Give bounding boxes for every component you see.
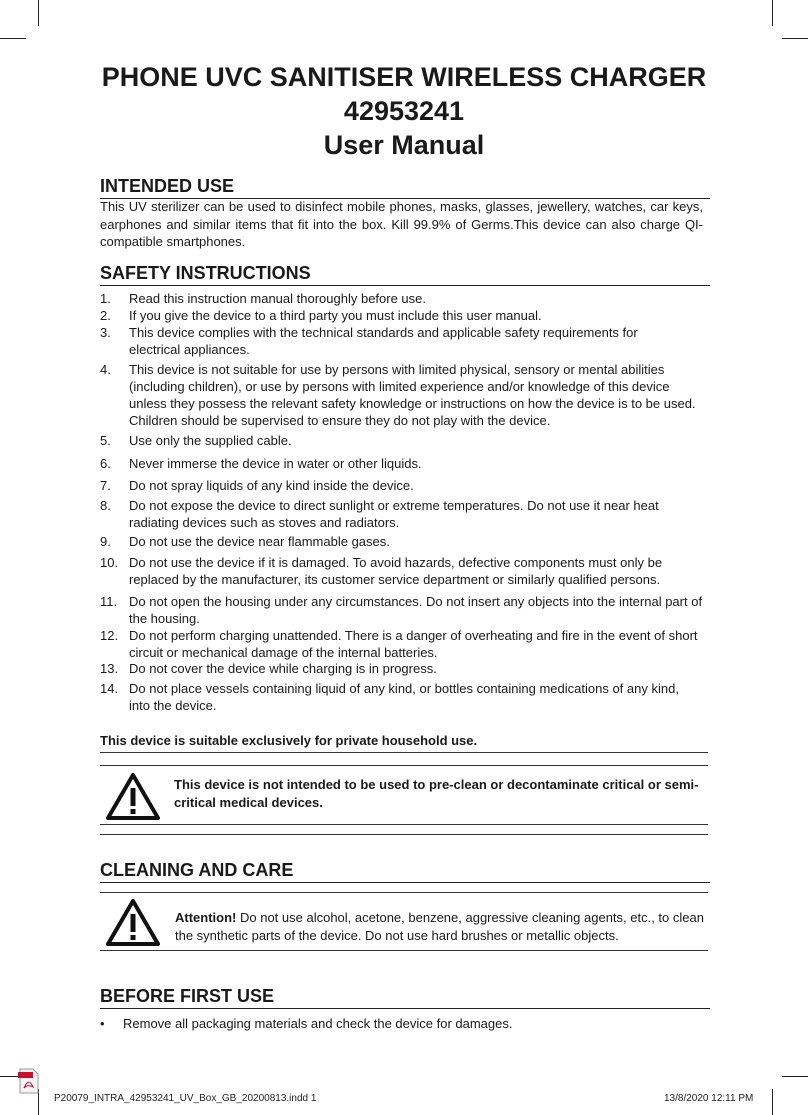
crop-mark bbox=[772, 0, 773, 26]
crop-mark bbox=[782, 38, 808, 39]
title-product: PHONE UVC SANITISER WIRELESS CHARGER bbox=[101, 62, 707, 92]
crop-mark bbox=[772, 1089, 773, 1115]
list-item: 11. Do not open the housing under any circumstances. Do not insert any objects into the internal part of the housing. bbox=[100, 594, 703, 626]
divider bbox=[100, 824, 708, 825]
list-item: 5. Use only the supplied cable. bbox=[100, 433, 292, 448]
title-model-number: 42953241 bbox=[343, 96, 465, 126]
crop-mark bbox=[782, 1076, 808, 1077]
list-item: 6. Never immerse the device in water or other liquids. bbox=[100, 456, 422, 471]
list-item: 7. Do not spray liquids of any kind inside the device. bbox=[100, 478, 414, 493]
list-item: 2. If you give the device to a third party you must include this user manual. bbox=[100, 308, 542, 323]
list-item: 8. Do not expose the device to direct sunlight or extreme temperatures. Do not use it near heat radiating devices such as stoves and radiators. bbox=[100, 498, 659, 530]
crop-mark bbox=[0, 38, 26, 39]
warning-icon bbox=[105, 898, 161, 947]
bullet-symbol: • bbox=[100, 1016, 105, 1031]
warning-icon bbox=[105, 772, 161, 821]
attention-label: Attention! bbox=[175, 910, 237, 925]
divider bbox=[100, 765, 708, 766]
heading-intended-use: INTENDED USE bbox=[100, 175, 710, 199]
crop-mark bbox=[38, 0, 39, 26]
intended-use-text: This UV sterilizer can be used to disinfect mobile phones, masks, glasses, jewellery, watches, car keys, earphones and similar items that fit into the box. Kill 99.9% of Germs.This device can also charge QI-compatible smartphones. bbox=[100, 199, 703, 249]
list-item: 14. Do not place vessels containing liquid of any kind, or bottles containing medications of any kind, into the device. bbox=[100, 681, 679, 713]
cleaning-attention-text bbox=[175, 909, 710, 944]
medical-warning-text: This device is not intended to be used to pre-clean or decontaminate critical or semi-critical medical devices. bbox=[174, 777, 699, 810]
list-item: 3. This device complies with the technical standards and applicable safety requirements for electrical appliances. bbox=[100, 325, 638, 357]
list-item: 4. This device is not suitable for use by persons with limited physical, sensory or mental abilities (including children), or use by persons with limited experience and/or knowledge of this device unless they possess the relevant safety knowledge or instructions on how the device is to be used. Children should be supervised to ensure they do not play with the device. bbox=[100, 362, 696, 428]
footer-filename: P20079_INTRA_42953241_UV_Box_GB_20200813.indd 1 bbox=[54, 1093, 317, 1104]
divider bbox=[100, 834, 708, 835]
heading-safety-instructions: SAFETY INSTRUCTIONS bbox=[100, 262, 710, 286]
list-item: 12. Do not perform charging unattended. There is a danger of overheating and fire in the event of short circuit or mechanical damage of the internal batteries. bbox=[100, 628, 698, 660]
title-user-manual: User Manual bbox=[323, 130, 485, 160]
document-title bbox=[0, 60, 808, 162]
list-item: 1. Read this instruction manual thoroughly before use. bbox=[100, 291, 427, 306]
list-item: 10. Do not use the device if it is damaged. To avoid hazards, defective components must only be replaced by the manufacturer, its customer service department or similarly qualified persons. bbox=[100, 555, 663, 587]
heading-before-first-use: BEFORE FIRST USE bbox=[100, 985, 710, 1009]
pdf-file-icon bbox=[18, 1068, 40, 1094]
heading-cleaning-and-care: CLEANING AND CARE bbox=[100, 859, 710, 883]
divider bbox=[100, 950, 708, 951]
attention-body: Do not use alcohol, acetone, benzene, aggressive cleaning agents, etc., to clean the synthetic parts of the device. Do not use hard brushes or metallic objects. bbox=[175, 910, 704, 943]
footer-datetime: 13/8/2020 12:11 PM bbox=[664, 1093, 754, 1104]
household-use-note: This device is suitable exclusively for private household use. bbox=[100, 733, 478, 748]
divider bbox=[100, 892, 708, 893]
list-item: 13. Do not cover the device while charging is in progress. bbox=[100, 661, 437, 676]
divider bbox=[100, 752, 708, 753]
list-item: 9. Do not use the device near flammable gases. bbox=[100, 534, 390, 549]
